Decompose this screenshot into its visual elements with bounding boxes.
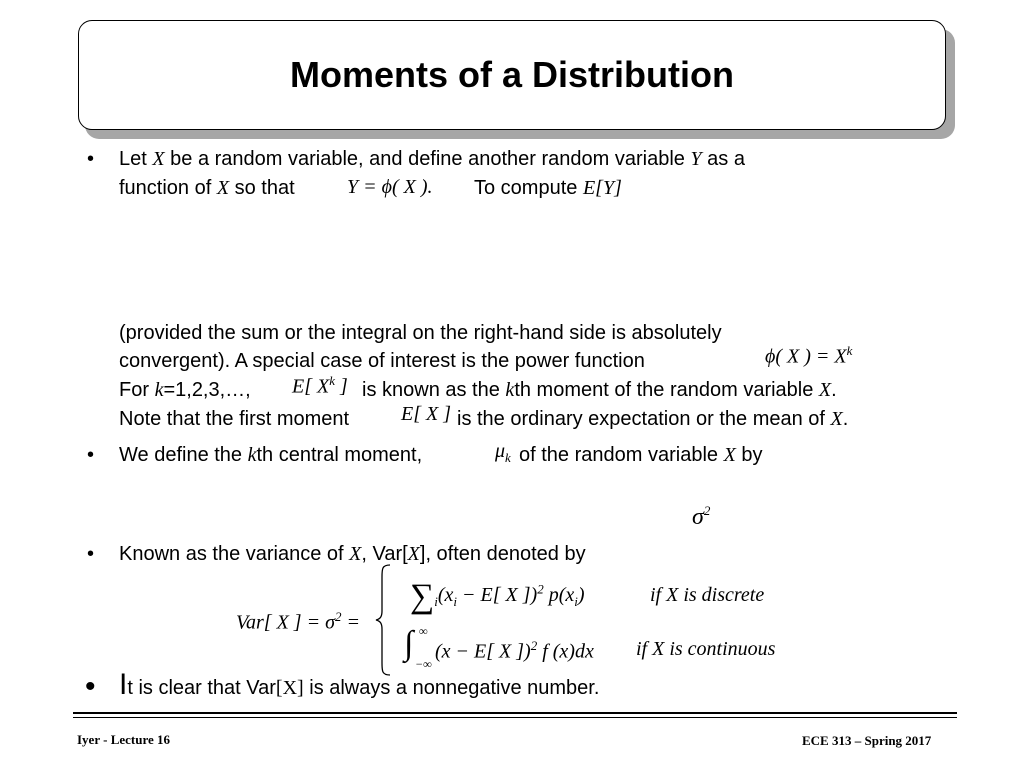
text: (x <box>437 584 454 606</box>
paragraph-line-1: (provided the sum or the integral on the right-hand side is absolutely <box>119 322 722 344</box>
text: t is clear that Var <box>127 677 276 699</box>
drop-cap-i: I <box>119 668 128 701</box>
text: p(x <box>543 584 575 606</box>
text: ] <box>335 375 348 398</box>
text: th central moment, <box>256 444 423 466</box>
subscript-i: i <box>453 594 458 609</box>
paragraph-line-3 <box>119 378 251 402</box>
text: = <box>341 611 360 634</box>
text: Let <box>119 148 153 170</box>
var-x: X <box>723 444 736 466</box>
var-x: X <box>830 408 843 430</box>
text: is always a nonnegative number. <box>303 677 600 699</box>
text: ], often denoted by <box>419 543 586 565</box>
sigma: σ <box>692 504 704 530</box>
var-k: k <box>247 444 257 466</box>
text: so that <box>229 177 295 199</box>
text: is known as the <box>362 379 506 401</box>
bullet-1-line-2 <box>119 176 295 200</box>
footer-rule <box>73 712 957 714</box>
mu: μ <box>495 440 506 462</box>
paragraph-line-4a: Note that the first moment <box>119 408 350 430</box>
exponent-2: 2 <box>530 638 538 653</box>
exponent-2: 2 <box>537 581 544 597</box>
text: For <box>119 379 155 401</box>
footer-rule <box>73 717 957 718</box>
text: f (x)dx <box>537 640 594 663</box>
sigma-squared <box>692 503 710 531</box>
bullet-2b <box>519 443 762 467</box>
text: function of <box>119 177 217 199</box>
subscript-i: i <box>434 594 438 609</box>
integral-lower-limit: −∞ <box>415 657 432 671</box>
discrete-condition: if X is discrete <box>650 584 765 606</box>
var-x: X <box>818 379 832 401</box>
exponent-k: k <box>329 373 335 388</box>
bullet-2 <box>119 443 422 467</box>
exponent-2: 2 <box>334 609 342 624</box>
text: Var[ X ] = σ <box>236 611 335 634</box>
sum-symbol: ∑ <box>410 578 435 615</box>
exponent-2: 2 <box>703 503 711 518</box>
subscript-k: k <box>505 450 511 465</box>
bullet-4 <box>119 668 600 701</box>
var-x: X <box>407 543 420 565</box>
subscript-i: i <box>574 594 578 609</box>
text: To compute <box>474 177 583 199</box>
expectation-y: E[Y] <box>582 177 622 199</box>
curly-brace <box>374 563 394 677</box>
text: =1,2,3,…, <box>163 379 251 401</box>
text: of the random variable <box>519 444 724 466</box>
symbol-mu-k <box>495 440 511 466</box>
footer-left: Iyer - Lecture 16 <box>77 732 171 747</box>
paragraph-line-4b <box>457 407 848 431</box>
variance-continuous-case <box>404 625 413 663</box>
bullet-3 <box>119 542 586 566</box>
text: Known as the variance of <box>119 543 350 565</box>
text: ϕ( X ) = X <box>765 345 847 368</box>
slide-title: Moments of a Distribution <box>290 54 734 95</box>
var-x: X <box>349 543 362 565</box>
bullet-1-line-1 <box>119 147 745 171</box>
var-y: Y <box>690 148 702 170</box>
var-k: k <box>154 379 164 401</box>
text: (x − E[ X ]) <box>435 640 531 663</box>
text: is the ordinary expectation or the mean of <box>457 408 831 430</box>
integral-upper-limit: ∞ <box>419 624 428 638</box>
footer-right: ECE 313 – Spring 2017 <box>802 733 932 748</box>
bullet-marker: • <box>87 148 95 170</box>
text: as a <box>701 148 745 170</box>
equation-e-x: E[ X ] <box>401 403 451 425</box>
var-x: X <box>152 148 165 170</box>
continuous-condition: if X is continuous <box>636 638 776 660</box>
integral-symbol: ∫ <box>404 625 414 662</box>
title-box <box>78 20 946 130</box>
bullet-marker: • <box>85 670 96 703</box>
text: . <box>831 379 837 401</box>
bullet-marker: • <box>87 444 95 466</box>
text: E[ X <box>292 375 330 398</box>
variance-discrete-case <box>410 578 585 616</box>
text: We define the <box>119 444 248 466</box>
equation-y-phi-x: Y = ϕ( X ). <box>347 176 433 198</box>
var-k: k <box>505 379 515 401</box>
bullet-marker: • <box>87 543 95 565</box>
equation-power-function <box>765 343 852 369</box>
exponent-k: k <box>846 343 853 358</box>
continuous-integrand <box>435 638 594 664</box>
text: , Var[ <box>361 543 408 565</box>
text: − E[ X ]) <box>457 584 538 606</box>
paragraph-line-2: convergent). A special case of interest is the power function <box>119 350 645 372</box>
variance-lhs <box>236 609 360 635</box>
text: ) <box>577 584 585 606</box>
text: . <box>842 408 849 430</box>
var-x: X <box>216 177 230 199</box>
text: by <box>735 444 763 466</box>
to-compute-text <box>474 176 622 200</box>
text: be a random variable, and define another random variable <box>164 148 691 170</box>
text: th moment of the random variable <box>514 379 819 401</box>
equation-e-x-k <box>292 373 348 399</box>
var-x-bracket: [X] <box>275 677 304 699</box>
paragraph-line-3b <box>362 378 837 402</box>
